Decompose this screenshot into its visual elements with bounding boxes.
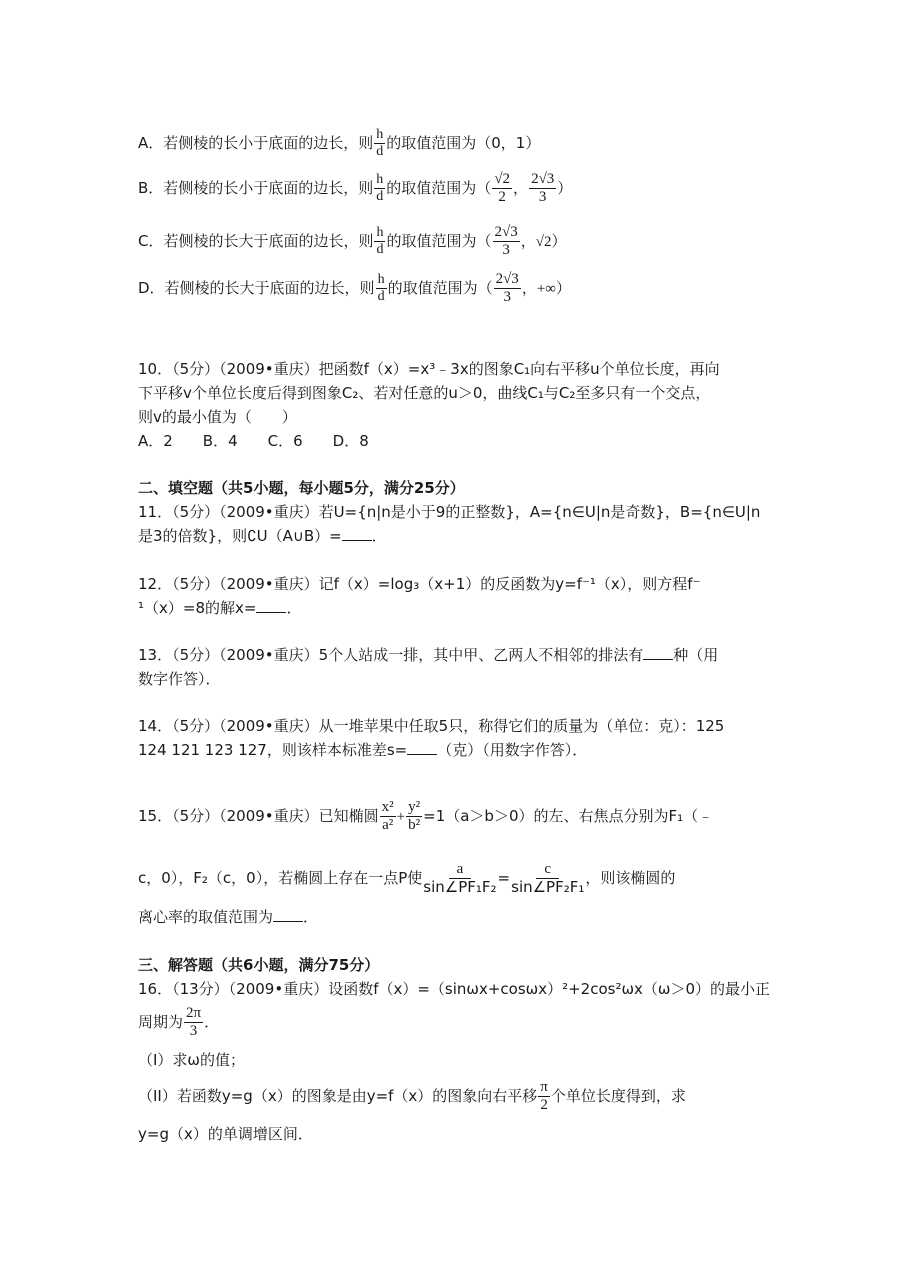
a-over-sin-fraction: $\frac{a}{\text{sin∠PF₁F₂}}$ bbox=[423, 861, 497, 896]
q15-line1: 15．（5分）（2009•重庆）已知椭圆 $\frac{\text{x²}}{\text{a²}}$ + $\frac{\text{y²}}{\text{b²}}$ =1（a＞b＞0）的左、右焦点分别为F₁（﹣ bbox=[138, 799, 714, 833]
x-squared-over-a-squared: $\frac{\text{x²}}{\text{a²}}$ bbox=[381, 799, 394, 833]
option-d: D．若侧棱的长大于底面的边长，则 $\frac{h}{d}$ 的取值范围为（ $\frac{2√3}{3}$ ，+∞） bbox=[138, 271, 571, 305]
answer-blank bbox=[256, 598, 286, 613]
range-lower-fraction: $\frac{2√3}{3}$ bbox=[495, 271, 519, 305]
range-upper-fraction: $\frac{2√3}{3}$ bbox=[531, 171, 555, 205]
y-squared-over-b-squared: $\frac{\text{y²}}{\text{b²}}$ bbox=[408, 799, 421, 833]
q13-line2: 数字作答）． bbox=[138, 670, 221, 688]
q11-line2: 是3的倍数}，则∁U（A∪B）= ． bbox=[138, 527, 387, 545]
q14-line2: 124 121 123 127，则该样本标准差s= （克）（用数字作答）． bbox=[138, 741, 588, 759]
answer-blank bbox=[643, 645, 673, 660]
option-a bbox=[138, 128, 540, 159]
q16-part1: （I）求ω的值； bbox=[138, 1051, 245, 1069]
option-a-prefix: A．若侧棱的长小于底面的边长，则 bbox=[138, 134, 374, 152]
q10-choices: A．2 B．4 C．6 D．8 bbox=[138, 432, 369, 450]
answer-blank bbox=[407, 740, 437, 755]
q12-line1: 12．（5分）（2009•重庆）记f（x）=log₃（x+1）的反函数为y=f⁻¹（x），则方程f⁻ bbox=[138, 575, 701, 593]
h-over-d-fraction: $\frac{h}{d}$ bbox=[377, 272, 385, 304]
range-upper-value: √2 bbox=[535, 234, 552, 250]
c-over-sin-fraction: $\frac{c}{\text{sin∠PF₂F₁}}$ bbox=[511, 861, 585, 896]
q14-line1: 14．（5分）（2009•重庆）从一堆苹果中任取5只，称得它们的质量为（单位：克）：125 bbox=[138, 717, 725, 735]
option-c: C．若侧棱的长大于底面的边长，则 $\frac{h}{d}$ 的取值范围为（ $\frac{2√3}{3}$ ，√2） bbox=[138, 224, 567, 258]
section-heading-fill-blank: 二、填空题（共5小题，每小题5分，满分25分） bbox=[138, 479, 465, 497]
answer-blank bbox=[342, 526, 372, 541]
range-upper-value: +∞ bbox=[536, 281, 556, 297]
answer-blank bbox=[273, 907, 303, 922]
shift-fraction: $\frac{\pi}{2}$ bbox=[540, 1079, 548, 1113]
h-over-d-fraction: $\frac{h}{d}$ bbox=[376, 127, 384, 159]
q10-line2: 下平移v个单位长度后得到图象C₂、若对任意的u＞0，曲线C₁与C₂至多只有一个交点， bbox=[138, 384, 711, 402]
h-over-d-fraction: $\frac{h}{d}$ bbox=[376, 172, 384, 204]
option-a-suffix: 的取值范围为（0，1） bbox=[386, 134, 541, 152]
q16-part2-line2: y=g（x）的单调增区间． bbox=[138, 1125, 313, 1143]
q12-line2: ¹（x）=8的解x= ． bbox=[138, 599, 302, 617]
h-over-d-fraction: $\frac{h}{d}$ bbox=[376, 225, 384, 257]
option-b: B．若侧棱的长小于底面的边长，则 $\frac{h}{d}$ 的取值范围为（ $\frac{√2}{2}$ ， $\frac{2√3}{3}$ ） bbox=[138, 171, 573, 205]
q16-line2: 周期为 $\frac{2\pi}{3}$ ． bbox=[138, 1005, 220, 1039]
range-lower-fraction: $\frac{2√3}{3}$ bbox=[494, 224, 518, 258]
q10-line1: 10．（5分）（2009•重庆）把函数f（x）=x³﹣3x的图象C₁向右平移u个单位长度，再向 bbox=[138, 360, 720, 378]
q16-part2: （II）若函数y=g（x）的图象是由y=f（x）的图象向右平移 $\frac{\pi}{2}$ 个单位长度得到，求 bbox=[138, 1079, 686, 1113]
q10-line3: 则v的最小值为（ ） bbox=[138, 408, 297, 426]
q16-line1: 16．（13分）（2009•重庆）设函数f（x）=（sinωx+cosωx）²+2cos²ωx（ω＞0）的最小正 bbox=[138, 980, 771, 998]
period-fraction: $\frac{2\pi}{3}$ bbox=[186, 1005, 202, 1039]
q11-line1: 11．（5分）（2009•重庆）若U={n|n是小于9的正整数}，A={n∈U|n是奇数}，B={n∈U|n bbox=[138, 503, 761, 521]
q15-line3: 离心率的取值范围为 ． bbox=[138, 908, 319, 926]
q15-line2: c，0），F₂（c，0），若椭圆上存在一点P使 $\frac{a}{\text{sin∠PF₁F₂}}$ = $\frac{c}{\text{sin∠PF₂F₁}}$ ，则该椭圆的 bbox=[138, 861, 676, 896]
q13-line1: 13．（5分）（2009•重庆）5个人站成一排，其中甲、乙两人不相邻的排法有 种（用 bbox=[138, 646, 719, 664]
range-lower-fraction: $\frac{√2}{2}$ bbox=[494, 171, 511, 205]
section-heading-answer: 三、解答题（共6小题，满分75分） bbox=[138, 956, 380, 974]
